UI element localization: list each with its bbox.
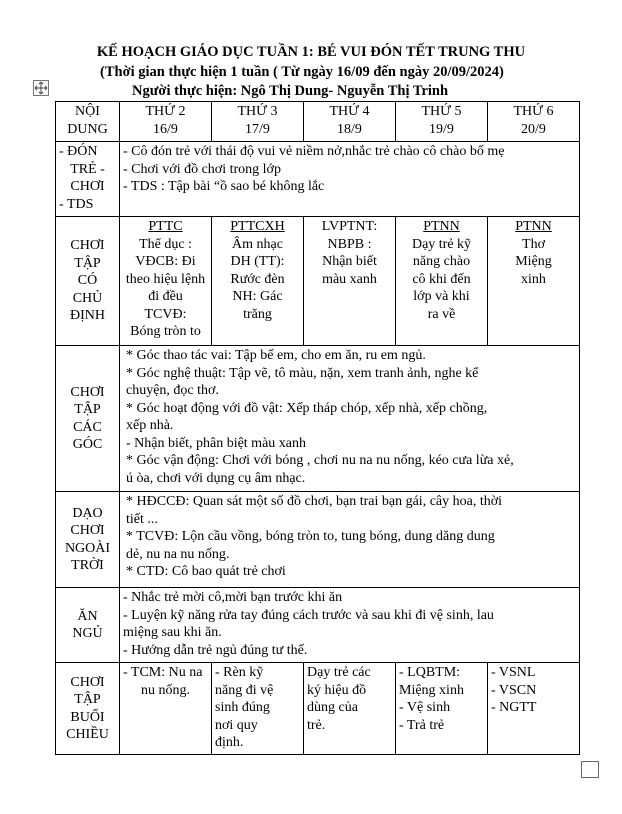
- planned-activity-monday: [120, 217, 212, 346]
- content-line: - Nhắc trẻ mời cô,mời bạn trước khi ăn: [123, 590, 343, 605]
- activity-line: Bóng tròn to: [130, 324, 201, 339]
- content-header-cell: [56, 102, 120, 142]
- table-move-handle-icon[interactable]: [33, 80, 49, 96]
- activity-line: định.: [215, 735, 244, 750]
- content-line: - Hướng dẫn trẻ ngủ đúng tư thế.: [123, 642, 308, 658]
- plan-author: Người thực hiện: Ngô Thị Dung- Nguyễn Thị Trinh: [132, 83, 449, 99]
- content-line: - Nhận biết, phân biệt màu xanh: [126, 435, 307, 451]
- afternoon-wednesday: [304, 663, 396, 755]
- content-line: xếp nhà.: [126, 418, 174, 433]
- row-label-line: CHỦ: [72, 290, 103, 306]
- content-line: * CTD: Cô bao quát trẻ chơi: [126, 564, 286, 579]
- activity-line: Âm nhạc: [232, 236, 283, 252]
- activity-line: theo hiệu lệnh: [125, 271, 206, 287]
- welcome-label-cell: [56, 142, 120, 217]
- row-label-line: CHƠI: [70, 384, 105, 400]
- content-line: dẻ, nu na nu nống.: [126, 546, 230, 562]
- content-line: * Góc vận động: Chơi với bóng , chơi nu na nu nống, kéo cưa lừa xẻ,: [126, 453, 514, 468]
- day-name: THỨ 4: [329, 104, 370, 119]
- row-label-line: ĂN: [77, 608, 98, 624]
- activity-line: trẻ.: [307, 717, 326, 733]
- row-label-line: CHIỀU: [66, 727, 109, 742]
- activity-line: trăng: [243, 306, 272, 322]
- row-label-line: GÓC: [72, 437, 103, 452]
- row-label-line: - TDS: [59, 196, 94, 212]
- planned-activity-tuesday: [212, 217, 304, 346]
- day-name: THỨ 3: [237, 104, 278, 119]
- row-label-line: ĐỊNH: [70, 308, 105, 324]
- header-row: [56, 102, 580, 142]
- content-line: tiết ...: [126, 511, 158, 527]
- subject-label: PTTC: [148, 219, 183, 234]
- row-label-line: - ĐÓN: [59, 144, 98, 159]
- content-line: * Góc thao tác vai: Tập bế em, cho em ăn, ru em ngủ.: [126, 348, 426, 363]
- subject-label: PTTCXH: [230, 219, 285, 234]
- activity-line: năng chào: [412, 254, 471, 269]
- row-label-line: TẬP: [74, 402, 101, 417]
- day-name: THỨ 2: [145, 104, 186, 119]
- row-label-line: NGOÀI: [64, 540, 111, 556]
- corner-play-label-cell: [56, 346, 120, 492]
- row-label-line: TẬP: [74, 255, 101, 271]
- planned-activity-wednesday: [304, 217, 396, 346]
- content-line: - TDS : Tập bài “ồ sao bé không lắc: [123, 179, 325, 194]
- day-date: 16/9: [153, 121, 178, 137]
- day-header-cell: [304, 102, 396, 142]
- afternoon-thursday: [396, 663, 488, 755]
- row-label-line: CHƠI: [70, 674, 105, 690]
- subject-label: PTNN: [515, 219, 552, 234]
- content-line: ú òa, chơi với dụng cụ âm nhạc.: [126, 470, 306, 486]
- row-label-line: BUỔI: [70, 709, 105, 725]
- content-header-line: NỘI: [75, 104, 100, 119]
- content-line: * TCVĐ: Lộn cầu vồng, bóng tròn to, tung bóng, dung dăng dung: [126, 529, 495, 544]
- activity-line: DH (TT):: [230, 254, 285, 269]
- content-line: * Góc nghệ thuật: Tập vẽ, tô màu, nặn, xem tranh ảnh, nghe kể: [126, 365, 479, 381]
- outdoor-content-cell: [120, 492, 580, 588]
- activity-line: màu xanh: [322, 271, 377, 287]
- day-header-cell: [396, 102, 488, 142]
- activity-line: Nhận biết: [322, 254, 377, 269]
- day-date: 20/9: [521, 121, 546, 137]
- activity-line: - VSNL: [491, 665, 536, 680]
- activity-line: NH: Gác: [232, 289, 283, 304]
- welcome-content-cell: [120, 142, 580, 217]
- day-date: 18/9: [337, 121, 362, 137]
- content-line: - Cô đón trẻ với thái độ vui vẻ niềm nở,nhắc trẻ chào cô chào bố mẹ: [123, 144, 505, 159]
- activity-line: xinh: [521, 271, 546, 287]
- activity-line: sinh đúng: [215, 700, 270, 715]
- day-header-cell: [120, 102, 212, 142]
- welcome-row: [56, 142, 580, 217]
- content-line: - Chơi với đồ chơi trong lớp: [123, 161, 281, 177]
- outdoor-label-cell: [56, 492, 120, 588]
- day-date: 19/9: [429, 121, 454, 137]
- content-line: * Góc hoạt động với đồ vật: Xếp tháp chóp, xếp nhà, xếp chồng,: [126, 400, 488, 416]
- table-resize-handle[interactable]: [581, 761, 599, 778]
- activity-line: Thể dục :: [139, 236, 192, 252]
- planned-activity-thursday: [396, 217, 488, 346]
- plan-title: KẾ HOẠCH GIÁO DỤC TUẦN 1: BÉ VUI ĐÓN TẾT TRUNG THU: [96, 44, 526, 60]
- activity-line: - TCM: Nu na: [123, 665, 203, 680]
- activity-line: TCVĐ:: [144, 306, 187, 322]
- day-date: 17/9: [245, 121, 270, 137]
- row-label-line: CHƠI: [70, 179, 105, 194]
- activity-line: - Rèn kỹ: [215, 665, 264, 680]
- corner-play-content-cell: [120, 346, 580, 492]
- content-header-line: DUNG: [67, 121, 108, 137]
- activity-line: Thơ: [522, 236, 545, 252]
- content-line: chuyện, đọc thơ.: [126, 383, 219, 398]
- row-label-line: NGỦ: [72, 626, 103, 641]
- meal-sleep-row: [56, 588, 580, 663]
- meal-sleep-content-cell: [120, 588, 580, 663]
- row-label-line: CHƠI: [70, 238, 105, 254]
- activity-line: VĐCB: Đi: [135, 254, 196, 269]
- activity-line: - VSCN: [491, 682, 537, 698]
- planned-activity-label-cell: [56, 217, 120, 346]
- activity-line: Miệng xinh: [399, 682, 464, 698]
- day-header-cell: [212, 102, 304, 142]
- planned-activity-row: [56, 217, 580, 346]
- row-label-line: CHƠI: [70, 523, 105, 538]
- row-label-line: TẬP: [74, 692, 101, 707]
- activity-line: NBPB :: [327, 236, 372, 252]
- day-name: THỨ 6: [513, 104, 554, 119]
- afternoon-monday: [120, 663, 212, 755]
- plan-subtitle: (Thời gian thực hiện 1 tuần ( Từ ngày 16/09 đến ngày 20/09/2024): [100, 64, 504, 80]
- content-line: - Luyện kỹ năng rửa tay đúng cách trước và sau khi đi vệ sinh, lau: [123, 607, 494, 623]
- content-line: miệng sau khi ăn.: [123, 625, 222, 640]
- activity-line: - NGTT: [491, 700, 537, 715]
- afternoon-tuesday: [212, 663, 304, 755]
- row-label-line: CÁC: [73, 419, 102, 435]
- corner-play-row: [56, 346, 580, 492]
- activity-line: ký hiệu đồ: [307, 682, 367, 698]
- activity-line: dùng của: [307, 700, 358, 715]
- activity-line: Dạy trẻ kỹ: [411, 236, 472, 252]
- activity-line: ra về: [427, 306, 456, 322]
- row-label-line: CÓ: [77, 273, 98, 289]
- row-label-line: TRỜI: [71, 558, 104, 573]
- activity-line: Miệng: [515, 254, 552, 269]
- planned-activity-friday: [488, 217, 580, 346]
- activity-line: cô khi đến: [412, 271, 471, 287]
- row-label-line: TRẺ -: [70, 161, 105, 177]
- meal-sleep-label-cell: [56, 588, 120, 663]
- day-header-cell: [488, 102, 580, 142]
- activity-line: nu nống.: [141, 682, 190, 698]
- activity-line: - LQBTM:: [399, 665, 461, 680]
- activity-line: lớp và khi: [413, 289, 470, 304]
- outdoor-row: [56, 492, 580, 588]
- lesson-plan-table: [55, 101, 580, 755]
- afternoon-label-cell: [56, 663, 120, 755]
- activity-line: Rước đèn: [230, 271, 285, 287]
- afternoon-row: [56, 663, 580, 755]
- activity-line: - Vệ sinh: [399, 700, 451, 715]
- activity-line: năng đi vệ: [215, 682, 274, 698]
- row-label-line: DẠO: [72, 505, 103, 521]
- afternoon-friday: [488, 663, 580, 755]
- activity-line: đi đều: [148, 289, 183, 304]
- activity-line: nơi quy: [215, 717, 258, 733]
- activity-line: Dạy trẻ các: [307, 665, 371, 680]
- activity-line: - Trả trẻ: [399, 717, 445, 733]
- subject-label: LVPTNT:: [321, 219, 378, 234]
- day-name: THỨ 5: [421, 104, 462, 119]
- subject-label: PTNN: [423, 219, 460, 234]
- content-line: * HĐCCĐ: Quan sát một số đồ chơi, bạn trai bạn gái, cây hoa, thời: [126, 494, 503, 509]
